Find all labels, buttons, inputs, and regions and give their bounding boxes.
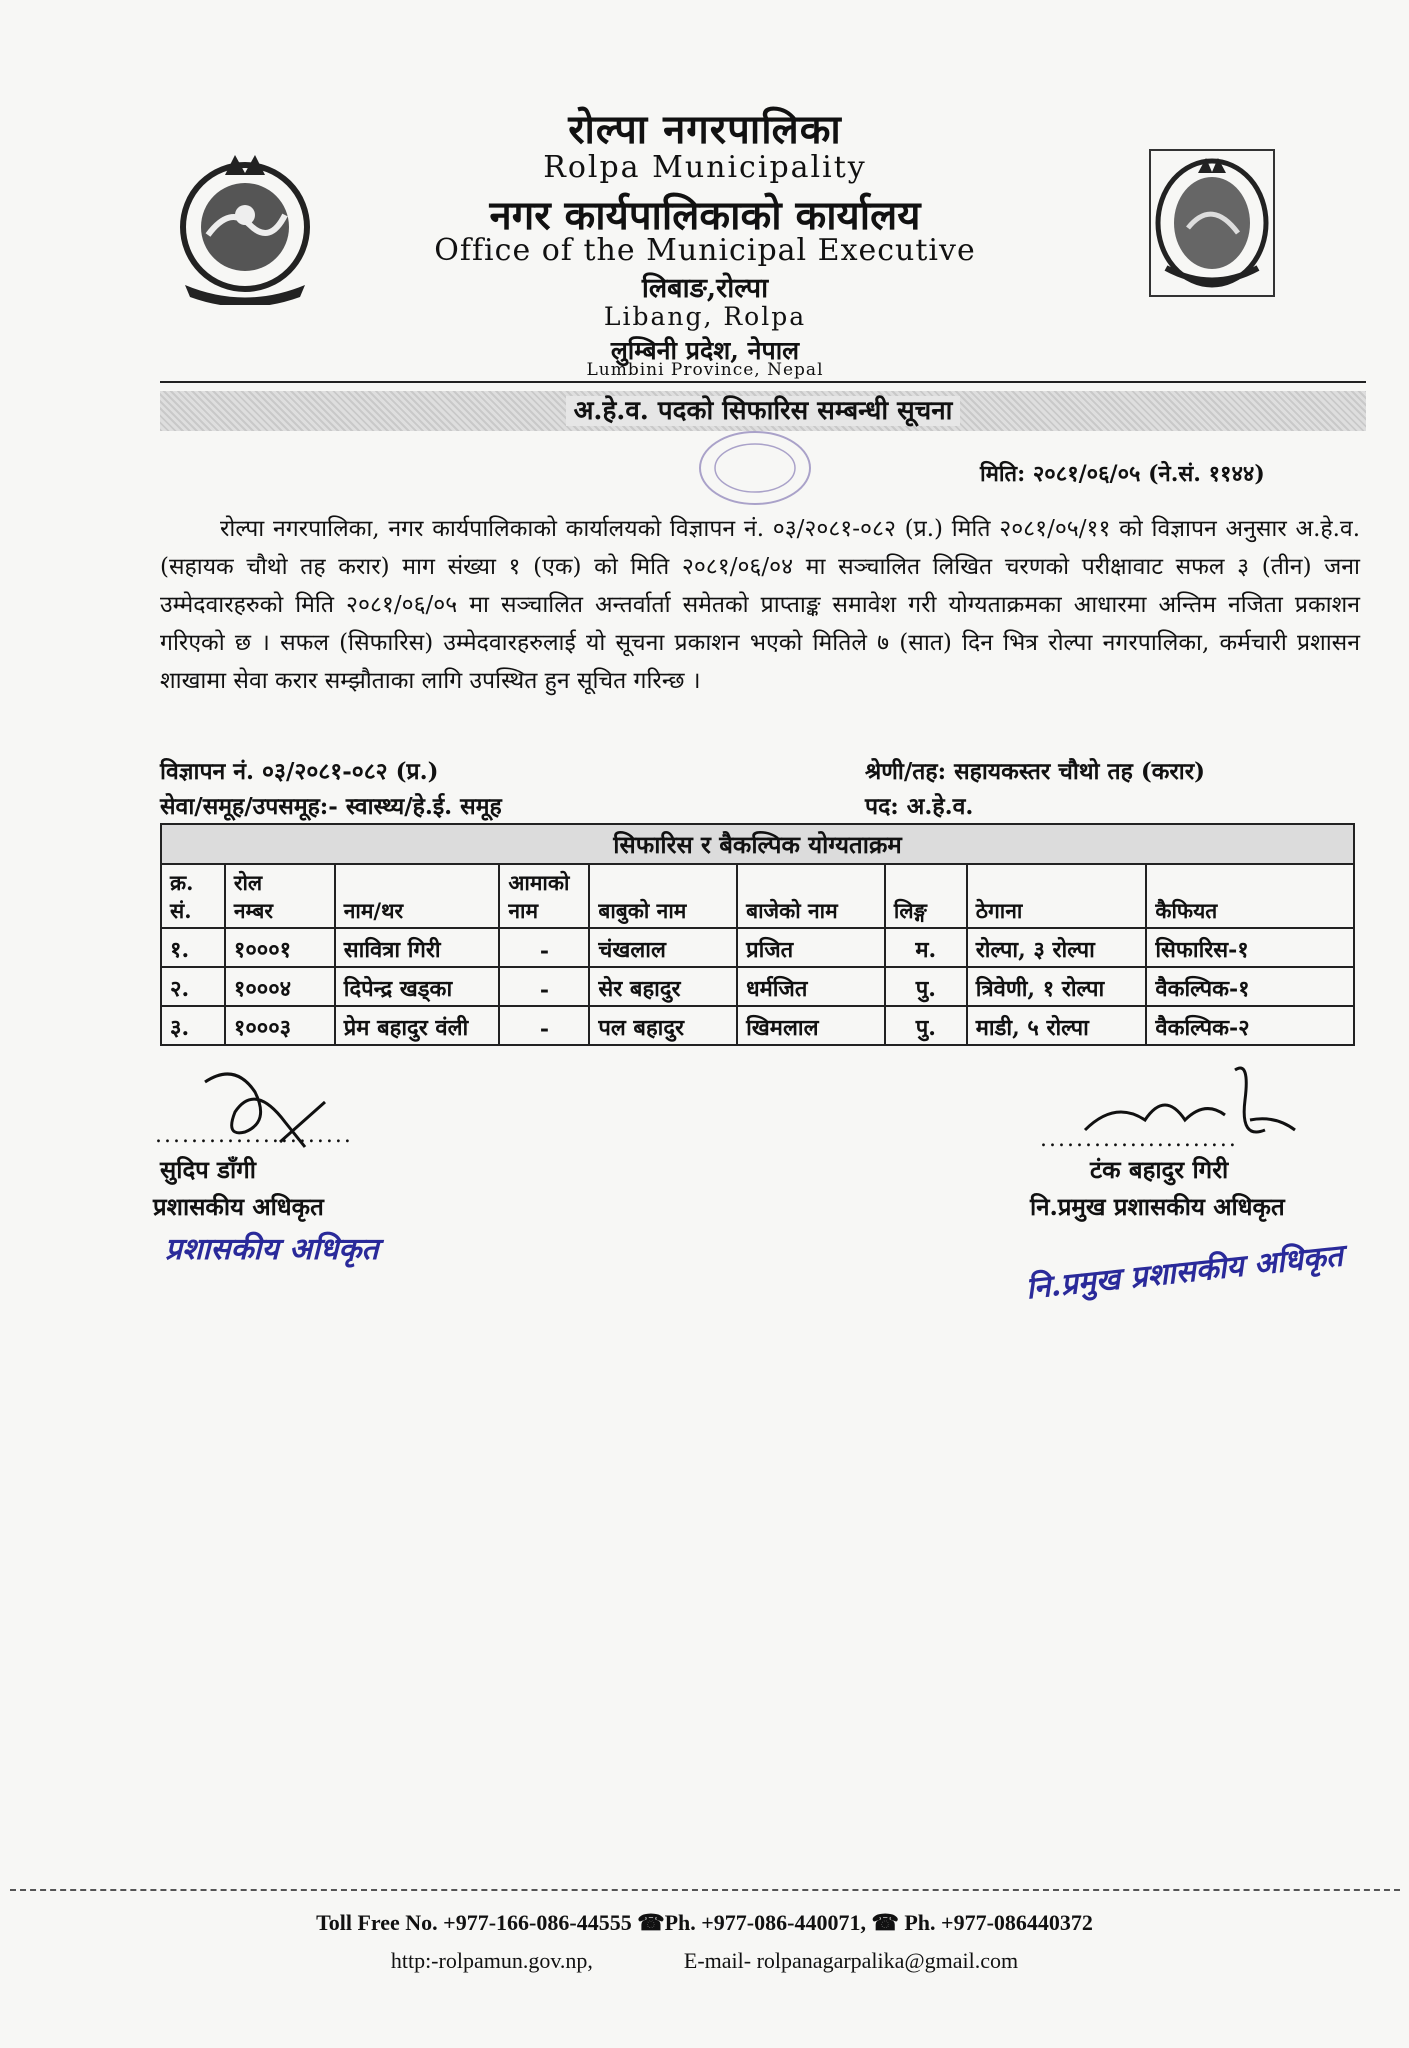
col-address: ठेगाना	[967, 864, 1147, 928]
municipality-name-np: रोल्पा नगरपालिका	[568, 106, 842, 153]
cell-mother: -	[499, 1006, 589, 1045]
office-stamp	[690, 428, 820, 508]
col-mother: आमाको नाम	[499, 864, 589, 928]
cell-serial: १.	[161, 928, 225, 967]
footer-contact: Toll Free No. +977-166-086-44555 ☎Ph. +977-086-440071, ☎ Ph. +977-086440372	[316, 1910, 1093, 1935]
footer-email[interactable]: E-mail- rolpanagarpalika@gmail.com	[683, 1948, 1019, 1973]
cell-serial: ३.	[161, 1006, 225, 1045]
table-caption: सिफारिस र बैकल्पिक योग्यताक्रम	[161, 824, 1354, 864]
cell-gender: पु.	[885, 1006, 967, 1045]
office-name-np: नगर कार्यपालिकाको कार्यालय	[489, 192, 921, 239]
left-signatory-title: प्रशासकीय अधिकृत	[153, 1192, 324, 1221]
right-signature-line: ......................	[1040, 1127, 1238, 1152]
service-group: सेवा/समूह/उपसमूह:- स्वास्थ्य/हे.ई. समूह	[160, 793, 502, 820]
col-remarks: कैफियत	[1146, 864, 1354, 928]
footer-links	[0, 1948, 1409, 1974]
right-signatory-name: टंक बहादुर गिरी	[1090, 1155, 1229, 1184]
footer-website[interactable]: http:-rolpamun.gov.np,	[390, 1948, 593, 1973]
cell-remarks: सिफारिस-१	[1146, 928, 1354, 967]
right-title-stamp: नि.प्रमुख प्रशासकीय अधिकृत	[1024, 1238, 1345, 1307]
left-signatory-name: सुदिप डाँगी	[160, 1155, 256, 1184]
province-np: लुम्बिनी प्रदेश, नेपाल	[610, 336, 800, 365]
coat-of-arms-icon	[170, 145, 320, 305]
table-row	[161, 967, 1354, 1006]
col-father: बाबुको नाम	[589, 864, 737, 928]
notice-date: मिति: २०८१/०६/०५ (ने.सं. ११४४)	[980, 461, 1265, 487]
cell-roll: १०००३	[225, 1006, 335, 1045]
notice-title: अ.हे.व. पदको सिफारिस सम्बन्धी सूचना	[566, 396, 961, 426]
cell-roll: १०००४	[225, 967, 335, 1006]
municipality-name-en: Rolpa Municipality	[543, 150, 867, 185]
cell-mother: -	[499, 967, 589, 1006]
cell-gender: पु.	[885, 967, 967, 1006]
cell-grandfather: प्रजित	[737, 928, 885, 967]
province-en: Lumbini Province, Nepal	[586, 360, 824, 380]
cell-name: दिपेन्द्र खड्का	[335, 967, 500, 1006]
col-roll: रोल नम्बर	[225, 864, 335, 928]
cell-remarks: वैकल्पिक-२	[1146, 1006, 1354, 1045]
address-en: Libang, Rolpa	[603, 302, 807, 331]
cell-grandfather: धर्मजित	[737, 967, 885, 1006]
cell-remarks: वैकल्पिक-१	[1146, 967, 1354, 1006]
table-row	[161, 928, 1354, 967]
post-name: पद: अ.हे.व.	[865, 793, 974, 820]
cell-father: सेर बहादुर	[589, 967, 737, 1006]
left-title-stamp: प्रशासकीय अधिकृत	[165, 1232, 379, 1267]
col-name: नाम/थर	[335, 864, 500, 928]
advert-number: विज्ञापन नं. ०३/२०८१-०८२ (प्र.)	[160, 758, 439, 785]
col-grandfather: बाजेको नाम	[737, 864, 885, 928]
municipality-seal-icon	[1148, 148, 1276, 298]
cell-address: त्रिवेणी, १ रोल्पा	[967, 967, 1147, 1006]
table-row	[161, 1006, 1354, 1045]
col-serial: क्र. सं.	[161, 864, 225, 928]
cell-serial: २.	[161, 967, 225, 1006]
table-header-row	[161, 864, 1354, 928]
cell-father: पल बहादुर	[589, 1006, 737, 1045]
cell-father: चंखलाल	[589, 928, 737, 967]
col-gender: लिङ्ग	[885, 864, 967, 928]
left-signature-line: ......................	[155, 1123, 353, 1148]
header-divider	[160, 381, 1366, 383]
notice-title-band	[160, 391, 1366, 431]
right-signatory-title: नि.प्रमुख प्रशासकीय अधिकृत	[1030, 1192, 1285, 1221]
cell-gender: म.	[885, 928, 967, 967]
cell-address: माडी, ५ रोल्पा	[967, 1006, 1147, 1045]
cell-grandfather: खिमलाल	[737, 1006, 885, 1045]
cell-name: सावित्रा गिरी	[335, 928, 500, 967]
address-np: लिबाङ,रोल्पा	[641, 273, 769, 304]
cell-address: रोल्पा, ३ रोल्पा	[967, 928, 1147, 967]
level-info: श्रेणी/तह: सहायकस्तर चौथो तह (करार)	[865, 758, 1206, 785]
cell-roll: १०००१	[225, 928, 335, 967]
cell-name: प्रेम बहादुर वंली	[335, 1006, 500, 1045]
footer-divider	[10, 1889, 1400, 1891]
recommendation-table	[160, 823, 1355, 1046]
notice-body: रोल्पा नगरपालिका, नगर कार्यपालिकाको कार्यालयको विज्ञापन नं. ०३/२०८१-०८२ (प्र.) मिति २०८१/०५/११ को विज्ञापन अनुसार अ.हे.व. (सहायक चौथो तह करार) माग संख्या १ (एक) को मिति २०८१/०६/०४ मा सञ्चालित लिखित चरणको परीक्षावाट सफल ३ (तीन) जना उम्मेदवारहरुको मिति २०८१/०६/०५ मा सञ्चालित अन्तर्वार्ता समेतको प्राप्ताङ्क समावेश गरी योग्यताक्रमका आधारमा अन्तिम नजिता प्रकाशन गरिएको छ । सफल (सिफारिस) उम्मेदवारहरुलाई यो सूचना प्रकाशन भएको मितिले ७ (सात) दिन भित्र रोल्पा नगरपालिका, कर्मचारी प्रशासन शाखामा सेवा करार सम्झौताका लागि उपस्थित हुन सूचित गरिन्छ ।	[160, 516, 1360, 694]
cell-mother: -	[499, 928, 589, 967]
office-name-en: Office of the Municipal Executive	[434, 233, 976, 268]
stamp-seal-icon	[690, 428, 820, 508]
